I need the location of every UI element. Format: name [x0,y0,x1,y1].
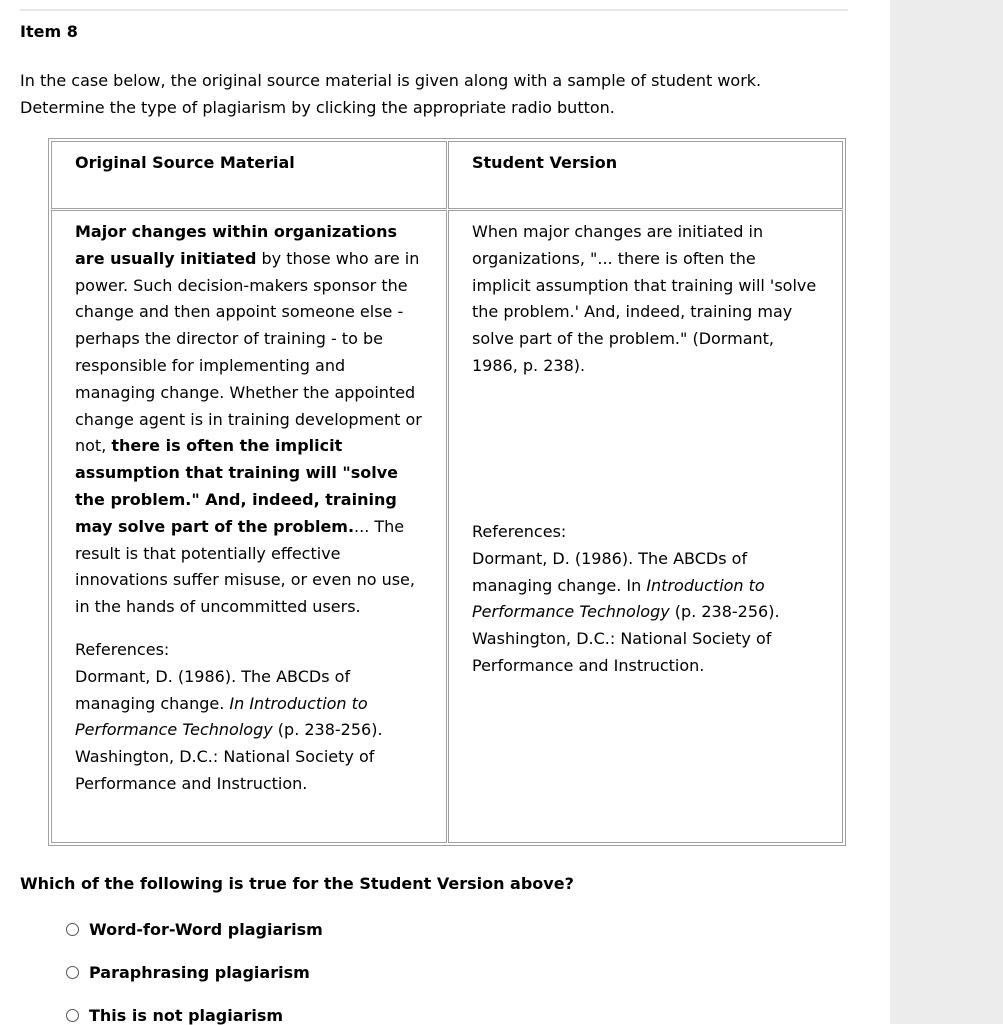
radio-paraphrasing[interactable] [66,966,79,979]
radio-word-for-word[interactable] [66,923,79,936]
option-word-for-word[interactable] [66,920,323,939]
question-prompt: Which of the following is true for the Student Version above? [20,874,574,893]
student-version-cell [448,210,843,843]
student-reference [472,546,822,680]
radio-not-plagiarism[interactable] [66,1009,79,1022]
original-ref-c: (p. 238-256). Washington, D.C.: National Society of Performance and Instruction. [75,720,383,793]
header-original [51,141,447,209]
header-student-label: Student Version [472,153,618,172]
original-reference [75,664,425,798]
original-plain-1: by those who are in power. Such decision-makers sponsor the change and then appoint someone else - perhaps the director of training - to be responsible for implementing and managing change. Whether the appointed change agent is in training development or not, [75,248,422,456]
student-ref-b: Introduction to Performance Technology [472,575,765,622]
option-paraphrasing[interactable] [66,963,310,982]
instructions [20,68,860,121]
original-bold-2: there is often the implicit assumption that training will "solve the problem." And, indeed, training may solve part of the problem. [75,436,399,536]
option-not-plagiarism[interactable] [66,1006,283,1025]
original-references-label: References: [75,639,170,659]
comparison-table [48,138,846,846]
original-source-cell [51,210,447,843]
item-title: Item 8 [20,22,78,41]
original-ref-b: In Introduction to Performance Technology [75,693,368,740]
original-ref-a: Dormant, D. (1986). The ABCDs of managing change. [75,666,351,713]
option-word-for-word-label: Word-for-Word plagiarism [89,920,323,939]
student-text: When major changes are initiated in organizations, "... there is often the implicit assumption that training will 'solve the problem.' And, indeed, training may solve part of the problem." (Dormant, 1986, p. 238). [472,222,817,375]
header-student [448,141,843,209]
original-plain-2: ... The result is that potentially effective innovations suffer misuse, or even no use, in the hands of uncommitted users. [75,516,415,617]
student-ref-c: (p. 238-256). Washington, D.C.: National Society of Performance and Instruction. [472,602,780,675]
original-bold-1: Major changes within organizations are usually initiated [75,222,398,268]
original-text [75,219,425,621]
student-references-label: References: [472,522,567,541]
student-ref-a: Dormant, D. (1986). The ABCDs of managing change. In [472,548,748,595]
option-not-plagiarism-label: This is not plagiarism [89,1006,284,1025]
instructions-line-2: Determine the type of plagiarism by clicking the appropriate radio button. [20,97,615,117]
instructions-line-1: In the case below, the original source material is given along with a sample of student work. [20,71,762,90]
divider [20,9,848,11]
option-paraphrasing-label: Paraphrasing plagiarism [89,963,310,982]
right-side-panel [890,0,1003,1024]
header-original-label: Original Source Material [75,153,295,172]
